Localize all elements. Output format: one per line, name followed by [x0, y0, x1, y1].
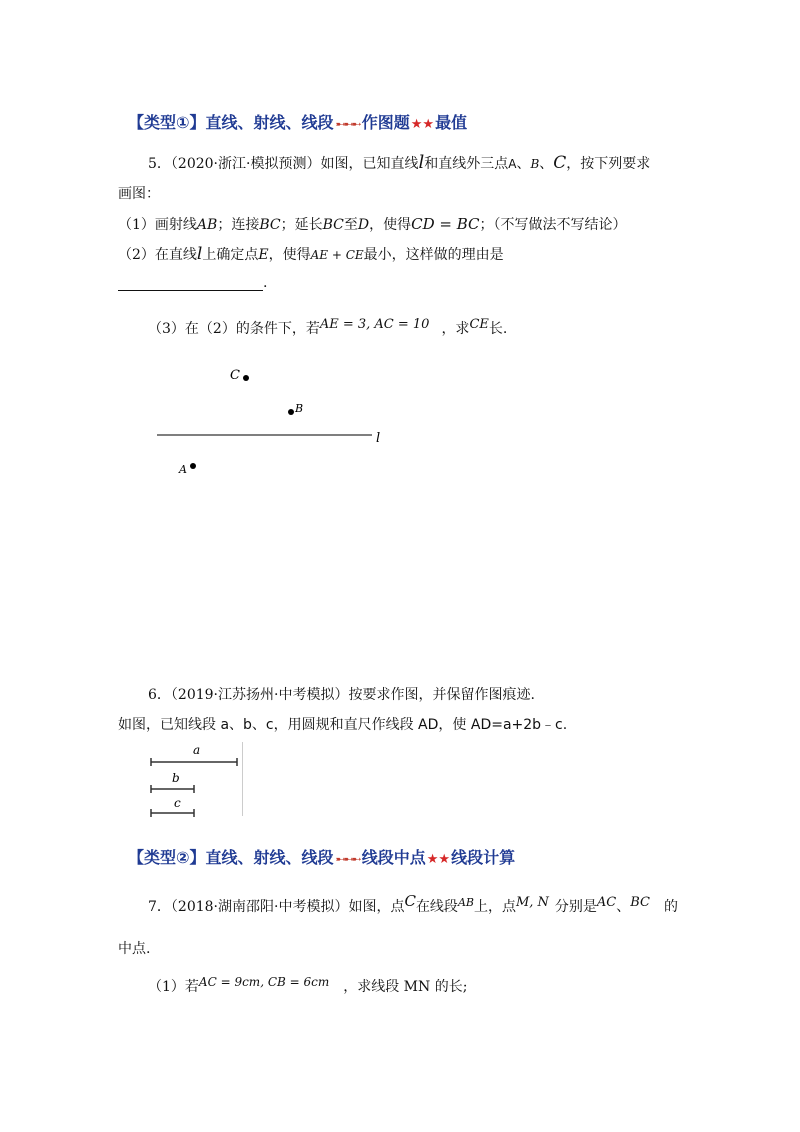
text: ，求线段 MN 的长; [343, 979, 468, 995]
point-A [190, 463, 196, 469]
text: ；连接 [217, 217, 260, 233]
heading-suffix: 最值 [435, 113, 468, 132]
math-D: D [357, 217, 370, 233]
period: . [263, 275, 268, 291]
point-A-label: A [179, 463, 187, 476]
point-B-label: B [530, 157, 540, 171]
text: （1）画射线 [118, 217, 197, 233]
math-AB: AB [457, 896, 474, 909]
text: 至 [343, 217, 358, 233]
text: 长. [488, 321, 508, 337]
point-C-label: C [230, 368, 240, 383]
text: ，求 [441, 321, 470, 337]
heading-prefix: 【类型①】直线、射线、线段 [128, 113, 334, 132]
q5-source: （2020·浙江·模拟预测）如图，已知直线 [170, 156, 419, 172]
question-number: 5． [148, 156, 171, 172]
text: 上，点 [473, 899, 516, 915]
segment-a-label: a [193, 743, 201, 757]
q5-figure [150, 360, 390, 485]
math-l: l [418, 152, 425, 173]
separator: 、 [539, 156, 554, 172]
math-BC: BC [322, 217, 344, 233]
math-MN: M, N [515, 895, 549, 910]
math-expression: AE = 3, AC = 10 [319, 317, 430, 332]
question-number: 6． [148, 687, 171, 703]
math-AC: AC [596, 895, 617, 910]
line-l-label: l [376, 431, 381, 446]
segment-c-label: c [174, 796, 181, 810]
q5-part3 [148, 318, 507, 338]
q5-part2 [118, 244, 504, 264]
point-B-label: B [295, 402, 304, 415]
heading-middle: 作图题 [361, 113, 410, 132]
math-E: E [258, 247, 269, 263]
math-expression: AC = 9cm, CB = 6cm [198, 975, 330, 989]
arrows-icon: ➸➸➸ [335, 117, 360, 131]
text: ；延长 [280, 217, 323, 233]
text: （2018·湖南邵阳·中考模拟）如图，点 [170, 899, 405, 915]
math-AB: AB [196, 217, 218, 233]
segment-b-label: b [172, 771, 180, 785]
arrows-icon: ➸➸➸ [335, 852, 360, 866]
point-A-label: A [508, 157, 517, 171]
point-C-label: C [553, 153, 567, 173]
text: （2）在直线 [118, 247, 197, 263]
q6-figure [145, 740, 245, 820]
math-BC: BC [259, 217, 281, 233]
q7-part1 [148, 976, 467, 996]
text: ，使得 [268, 247, 311, 263]
q5-part1 [118, 214, 626, 234]
section-heading-1 [128, 110, 467, 133]
separator: 、 [516, 156, 531, 172]
q7-line1 [148, 892, 679, 916]
stars-icon: ★★ [426, 852, 451, 867]
math-BC: BC [630, 895, 651, 910]
heading-middle: 线段中点 [361, 848, 426, 867]
math-equation: CD = BC [411, 215, 480, 233]
q6-line1 [148, 684, 535, 704]
q6-text: （2019·江苏扬州·中考模拟）按要求作图，并保留作图痕迹. [170, 687, 535, 703]
stars-icon: ★★ [410, 117, 435, 132]
q5-text: 和直线外三点 [424, 156, 509, 172]
text: 最小，这样做的理由是 [363, 247, 504, 263]
text: 在线段 [415, 899, 458, 915]
question-number: 7． [148, 899, 171, 915]
section-heading-2 [128, 845, 515, 868]
q6-line2: 如图，已知线段 a、b、c，用圆规和直尺作线段 AD，使 AD=a+2b﹣c. [118, 717, 568, 733]
text: ；（不写做法不写结论） [479, 217, 627, 233]
text: （1）若 [148, 979, 199, 995]
math-l: l [196, 244, 203, 264]
heading-prefix: 【类型②】直线、射线、线段 [128, 848, 334, 867]
point-B [288, 409, 294, 415]
blank-line [118, 276, 263, 291]
q5-line1 [148, 152, 650, 173]
answer-blank [118, 275, 267, 291]
math-C: C [404, 892, 416, 910]
text: 上确定点 [202, 247, 259, 263]
text: ，使得 [369, 217, 412, 233]
math-expression: AE + CE [310, 248, 364, 262]
separator: 、 [616, 899, 631, 915]
q5-text: ，按下列要求 [566, 156, 651, 172]
point-C [243, 375, 249, 381]
q5-line2: 画图： [118, 186, 160, 202]
q7-line2: 中点. [118, 941, 151, 957]
math-CE: CE [469, 317, 489, 332]
heading-suffix: 线段计算 [451, 848, 516, 867]
text: 的 [664, 899, 679, 915]
text: （3）在（2）的条件下，若 [148, 321, 320, 337]
text: 分别是 [554, 899, 597, 915]
